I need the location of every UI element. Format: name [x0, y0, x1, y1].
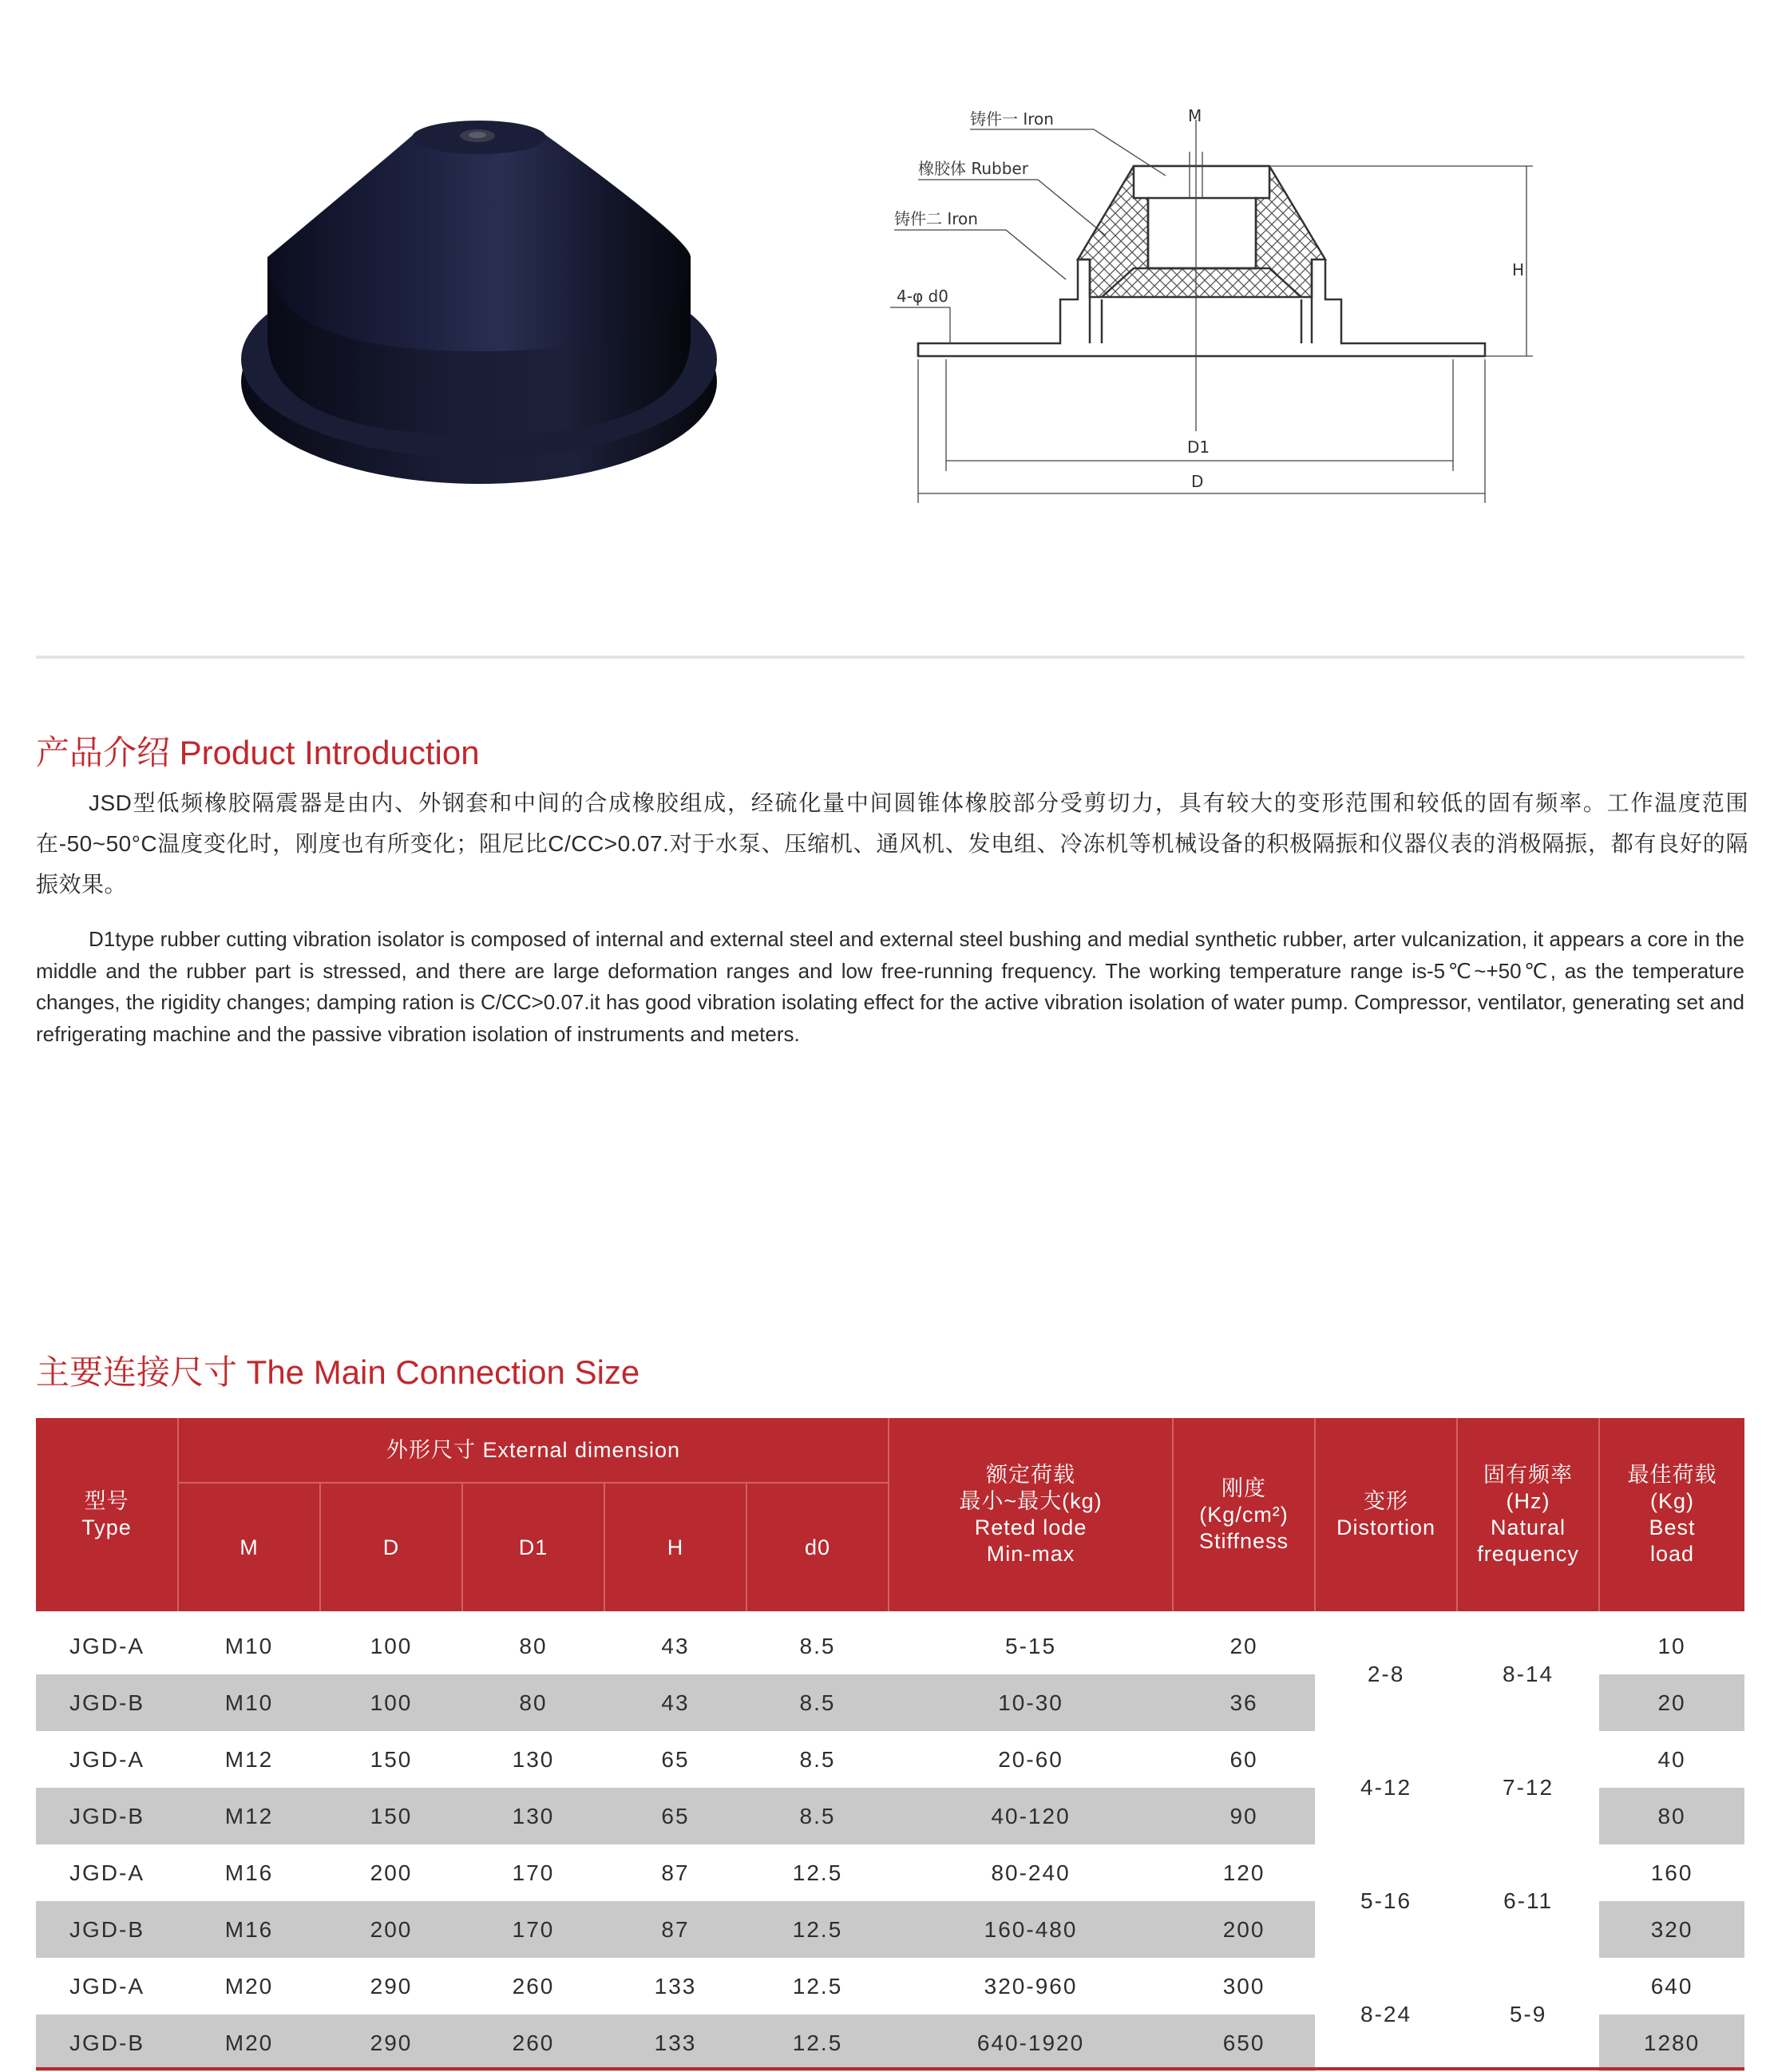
cell-m: M10 — [178, 1614, 320, 1674]
header-type: 型号 Type — [36, 1418, 178, 1614]
header-h: H — [604, 1483, 746, 1614]
cell-d1: 260 — [462, 1958, 604, 2015]
cell-frequency: 6-11 — [1457, 1844, 1599, 1958]
cell-stiffness: 300 — [1173, 1958, 1315, 2015]
cell-d1: 260 — [462, 2015, 604, 2071]
cell-distortion: 2-8 — [1315, 1614, 1457, 1731]
cell-d: 200 — [320, 1901, 462, 1958]
cell-m: M20 — [178, 2015, 320, 2071]
intro-text-en: D1type rubber cutting vibration isolator is composed of internal and external steel and external steel bushing and medial synthetic rubber, arter vulcanization, it appears a core in the middle and the rubber part is stressed, and there are large deformation ranges and low free-running frequency. The working temperature range is-5℃~+50℃, as the temperature changes, the rigidity changes; damping ration is C/CC>0.07.it has good vibration isolating effect for the active vibration isolation of water pump. Compressor, ventilator, generating set and refrigerating machine and the passive vibration isolation of instruments and meters. — [36, 927, 1744, 1046]
cell-load: 80-240 — [889, 1844, 1173, 1901]
cell-d0: 12.5 — [746, 1901, 889, 1958]
cell-type: JGD-B — [36, 2015, 178, 2071]
label-d: D — [1191, 472, 1204, 491]
label-m: M — [1188, 106, 1202, 125]
intro-text-cn: JSD型低频橡胶隔震器是由内、外钢套和中间的合成橡胶组成，经硫化量中间圆锥体橡胶部分受剪切力，具有较大的变形范围和较低的固有频率。工作温度范围在-50~50°C温度变化时，刚度也有所变化；阻尼比C/CC>0.07.对于水泵、压缩机、通风机、发电组、冷冻机等机械设备的积极隔振和仪器仪表的消极隔振，都有良好的隔振效果。 — [36, 790, 1748, 897]
cell-best-load: 40 — [1599, 1731, 1744, 1788]
cell-distortion: 5-16 — [1315, 1844, 1457, 1958]
size-title: 主要连接尺寸 The Main Connection Size — [36, 1353, 640, 1391]
cell-best-load: 1280 — [1599, 2015, 1744, 2071]
cell-type: JGD-B — [36, 1674, 178, 1731]
cell-d1: 80 — [462, 1674, 604, 1731]
cell-m: M20 — [178, 1958, 320, 2015]
intro-title: 产品介绍 Product Introduction — [36, 734, 480, 771]
cell-best-load: 160 — [1599, 1844, 1744, 1901]
spec-table — [36, 1418, 1744, 2071]
cell-d0: 12.5 — [746, 2015, 889, 2071]
table-header-row — [36, 1418, 1744, 1483]
cell-h: 43 — [604, 1614, 746, 1674]
cell-type: JGD-B — [36, 1788, 178, 1844]
header-m: M — [178, 1483, 320, 1614]
label-iron-one: 铸件一 Iron — [970, 109, 1054, 129]
cell-d0: 8.5 — [746, 1614, 889, 1674]
cell-stiffness: 20 — [1173, 1614, 1315, 1674]
product-photo — [232, 120, 735, 503]
cell-d1: 130 — [462, 1788, 604, 1844]
cell-frequency: 7-12 — [1457, 1731, 1599, 1844]
header-distortion: 变形 Distortion — [1315, 1418, 1457, 1614]
section-divider — [36, 656, 1744, 659]
cell-load: 40-120 — [889, 1788, 1173, 1844]
cell-distortion: 8-24 — [1315, 1958, 1457, 2071]
label-d1: D1 — [1187, 438, 1210, 457]
label-holes: 4-φ d0 — [897, 287, 948, 306]
cell-stiffness: 60 — [1173, 1731, 1315, 1788]
cell-d0: 8.5 — [746, 1731, 889, 1788]
cell-m: M16 — [178, 1844, 320, 1901]
cell-load: 320-960 — [889, 1958, 1173, 2015]
cell-best-load: 10 — [1599, 1614, 1744, 1674]
cell-d: 290 — [320, 2015, 462, 2071]
cell-d0: 12.5 — [746, 1958, 889, 2015]
cell-h: 133 — [604, 1958, 746, 2015]
cell-h: 65 — [604, 1731, 746, 1788]
cell-load: 160-480 — [889, 1901, 1173, 1958]
cell-d: 100 — [320, 1674, 462, 1731]
cell-d: 200 — [320, 1844, 462, 1901]
cell-best-load: 320 — [1599, 1901, 1744, 1958]
cell-d1: 130 — [462, 1731, 604, 1788]
technical-drawing — [830, 96, 1533, 511]
cell-best-load: 20 — [1599, 1674, 1744, 1731]
cell-load: 20-60 — [889, 1731, 1173, 1788]
cell-type: JGD-A — [36, 1614, 178, 1674]
table-row — [36, 1958, 1744, 2015]
cell-load: 5-15 — [889, 1614, 1173, 1674]
cell-d: 150 — [320, 1731, 462, 1788]
table-bottom-border — [36, 2067, 1744, 2070]
cell-type: JGD-A — [36, 1731, 178, 1788]
cell-d0: 8.5 — [746, 1674, 889, 1731]
header-stiffness: 刚度 (Kg/cm²) Stiffness — [1173, 1418, 1315, 1614]
cell-d0: 12.5 — [746, 1844, 889, 1901]
cell-d1: 170 — [462, 1844, 604, 1901]
cell-load: 640-1920 — [889, 2015, 1173, 2071]
cell-stiffness: 200 — [1173, 1901, 1315, 1958]
cell-frequency: 8-14 — [1457, 1614, 1599, 1731]
cell-d: 290 — [320, 1958, 462, 2015]
cell-d1: 170 — [462, 1901, 604, 1958]
header-d0: d0 — [746, 1483, 889, 1614]
cell-distortion: 4-12 — [1315, 1731, 1457, 1844]
cell-type: JGD-B — [36, 1901, 178, 1958]
label-iron-two: 铸件二 Iron — [894, 209, 978, 228]
header-d: D — [320, 1483, 462, 1614]
cell-stiffness: 36 — [1173, 1674, 1315, 1731]
cell-h: 87 — [604, 1844, 746, 1901]
header-rated-load: 额定荷载 最小~最大(kg) Reted lode Min-max — [889, 1418, 1173, 1614]
cell-h: 43 — [604, 1674, 746, 1731]
cell-d0: 8.5 — [746, 1788, 889, 1844]
cell-m: M16 — [178, 1901, 320, 1958]
cell-frequency: 5-9 — [1457, 1958, 1599, 2071]
cell-stiffness: 650 — [1173, 2015, 1315, 2071]
cell-h: 133 — [604, 2015, 746, 2071]
cell-stiffness: 90 — [1173, 1788, 1315, 1844]
cell-m: M10 — [178, 1674, 320, 1731]
header-natural-frequency: 固有频率 (Hz) Natural frequency — [1457, 1418, 1599, 1614]
header-best-load: 最佳荷载 (Kg) Best load — [1599, 1418, 1744, 1614]
label-rubber: 橡胶体 Rubber — [918, 159, 1028, 178]
cell-best-load: 80 — [1599, 1788, 1744, 1844]
header-d1: D1 — [462, 1483, 604, 1614]
cell-h: 65 — [604, 1788, 746, 1844]
cell-type: JGD-A — [36, 1844, 178, 1901]
cell-load: 10-30 — [889, 1674, 1173, 1731]
table-row — [36, 1731, 1744, 1788]
table-row — [36, 1844, 1744, 1901]
cell-m: M12 — [178, 1731, 320, 1788]
cell-d1: 80 — [462, 1614, 604, 1674]
table-row — [36, 1614, 1744, 1674]
label-h: H — [1512, 260, 1525, 279]
header-external-dimension: 外形尺寸 External dimension — [178, 1418, 889, 1483]
cell-type: JGD-A — [36, 1958, 178, 2015]
cell-d: 100 — [320, 1614, 462, 1674]
cell-h: 87 — [604, 1901, 746, 1958]
cell-m: M12 — [178, 1788, 320, 1844]
cell-d: 150 — [320, 1788, 462, 1844]
cell-best-load: 640 — [1599, 1958, 1744, 2015]
cell-stiffness: 120 — [1173, 1844, 1315, 1901]
